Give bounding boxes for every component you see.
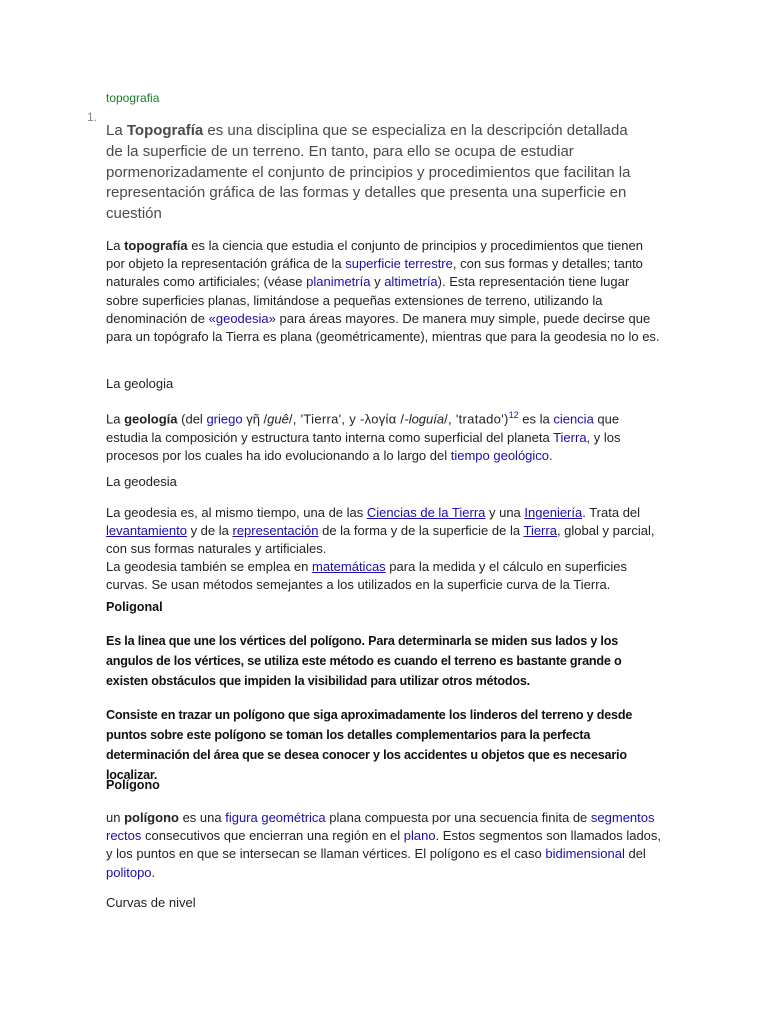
lead-text: La	[106, 122, 127, 139]
geologia-heading: La geologia	[106, 376, 174, 391]
griego-link[interactable]: griego	[206, 411, 243, 427]
geodesia-heading: La geodesia	[106, 474, 177, 489]
poligono-paragraph	[106, 809, 662, 882]
geodesia-paragraph-1	[106, 504, 662, 559]
superficie-terrestre-link[interactable]: superficie terrestre	[345, 256, 453, 272]
geologia-paragraph	[106, 406, 662, 465]
bold-term: topografía	[124, 238, 188, 253]
bold-term: polígono	[124, 810, 179, 825]
topografia-paragraph	[106, 237, 662, 346]
topografia-link[interactable]: topografia	[106, 91, 160, 105]
italic-term: guê	[267, 411, 289, 427]
text: un	[106, 810, 125, 825]
text: La	[106, 411, 125, 427]
text: , y los procesos por los cuales ha ido evolucionando a lo largo del	[106, 429, 621, 463]
text: La	[106, 238, 125, 253]
bidimensional-link[interactable]: bidimensional	[545, 846, 625, 862]
text: consecutivos que encierran una región en el	[141, 828, 404, 844]
lead-bold: Topografía	[126, 122, 204, 139]
text: y una	[485, 505, 525, 520]
planimetria-link[interactable]: planimetría	[306, 274, 371, 290]
tiempo-geologico-link[interactable]: tiempo geológico	[450, 447, 550, 463]
representacion-link[interactable]: representación	[232, 523, 319, 539]
plano-link[interactable]: plano	[403, 828, 436, 844]
ciencias-de-la-tierra-link[interactable]: Ciencias de la Tierra	[366, 505, 486, 520]
matematicas-link[interactable]: matemáticas	[311, 559, 386, 574]
text: y de la	[186, 523, 233, 539]
text: (del	[177, 411, 207, 427]
text: .	[549, 447, 553, 463]
segmentos-rectos-link[interactable]: segmentos rectos	[106, 810, 655, 844]
text: , global y parcial, con sus formas naturales y artificiales.	[106, 523, 655, 557]
poligonal-paragraph-2: Consiste en trazar un polígono que siga aproximadamente los linderos del terreno y desde puntos sobre este polígono se toman los detalles complementarios para la perfecta determinación del área que se desea conocer y los accidentes u objetos que es necesario localizar.	[106, 708, 633, 782]
text: La geodesia es, al mismo tiempo, una de las	[106, 505, 367, 520]
text: La geodesia también se emplea en	[106, 559, 312, 574]
text: es la ciencia que estudia el conjunto de principios y procedimientos que tienen por objeto la representación gráfica de la	[106, 238, 643, 272]
curvas-de-nivel-heading: Curvas de nivel	[106, 895, 196, 910]
text: es la	[518, 411, 554, 427]
text: de la forma y de la superficie de la	[318, 523, 524, 539]
bold-term: geología	[124, 411, 178, 427]
ingenieria-link[interactable]: Ingeniería	[524, 505, 583, 520]
text: es una	[178, 810, 226, 825]
levantamiento-link[interactable]: levantamiento	[106, 523, 187, 539]
altimetria-link[interactable]: altimetría	[384, 274, 438, 290]
text: /, 'tratado')	[444, 411, 509, 427]
figura-geometrica-link[interactable]: figura geométrica	[225, 810, 326, 825]
lead-text: es una disciplina que se especializa en la descripción detallada de la superficie de un terreno. En tanto, para ello se ocupa de estudiar pormenorizadamente el conjunto de principios y procedimientos que facilitan la representación gráfica de las formas y detalles que presenta una superficie en cuestión	[106, 122, 631, 223]
poligono-heading: Polígono	[106, 778, 160, 792]
text: . Estos segmentos son llamados lados, y los puntos en que se intersecan se llaman vértices. El polígono es el caso	[106, 828, 662, 862]
text: .	[151, 864, 156, 880]
text: para áreas mayores. De manera muy simple, puede decirse que para un topógrafo la Tierra es plana (geométricamente), mientras que para la geodesia no lo es.	[106, 310, 660, 345]
text: del	[624, 846, 646, 862]
geodesia-link[interactable]: «geodesia»	[208, 310, 276, 326]
text: , con sus formas y detalles; tanto naturales como artificiales; (véase	[106, 256, 643, 290]
politopo-link[interactable]: politopo	[106, 864, 152, 880]
italic-term: -loguía	[404, 411, 445, 427]
poligonal-heading: Poligonal	[106, 600, 163, 614]
text: y	[370, 274, 385, 290]
text: /, 'Tierra', y -λογία /	[288, 411, 405, 427]
tierra-link[interactable]: Tierra	[553, 429, 587, 445]
tierra-link[interactable]: Tierra	[523, 523, 557, 539]
geodesia-paragraph-2	[106, 558, 662, 594]
text: que estudia la composición y estructura tanto interna como superficial del planeta	[106, 411, 620, 445]
lead-paragraph	[106, 121, 646, 225]
reference-link[interactable]: 12	[508, 410, 519, 420]
text: ). Esta representación tiene lugar sobre superficies planas, limitándose a pequeñas extensiones de terreno, utilizando la denominación de	[106, 274, 630, 326]
list-number: 1.	[87, 110, 98, 124]
text: plana compuesta por una secuencia finita de	[325, 810, 591, 825]
ciencia-link[interactable]: ciencia	[553, 411, 594, 427]
text: . Trata del	[582, 505, 641, 520]
poligonal-paragraph-1: Es la linea que une los vértices del polígono. Para determinarla se miden sus lados y los angulos de los vértices, se utiliza este método es cuando el terreno es bastante grande o existen obstáculos que impiden la visibilidad para utilizar otros métodos.	[106, 634, 622, 688]
text: para la medida y el cálculo en superficies curvas. Se usan métodos semejantes a los utilizados en la superficie curva de la Tierra.	[106, 559, 628, 593]
text: γῆ /	[242, 411, 268, 427]
